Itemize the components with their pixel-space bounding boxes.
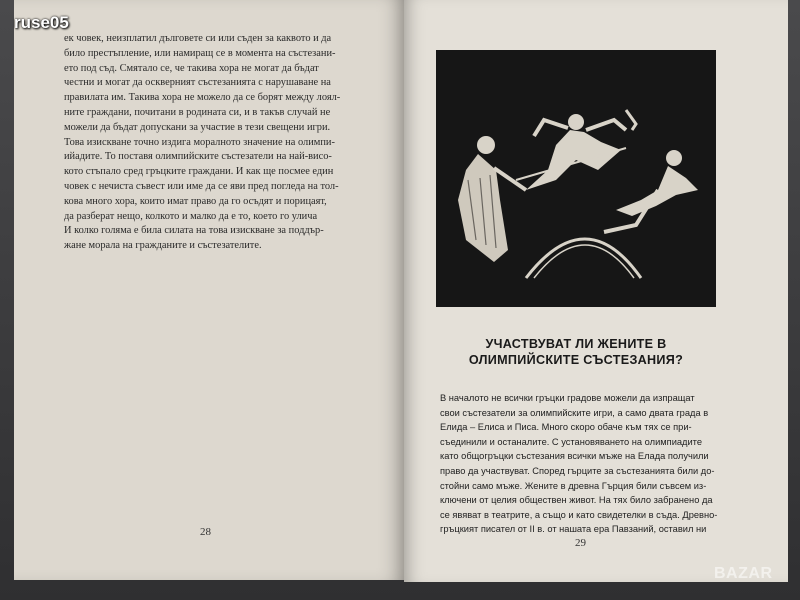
text-line: ключени от целия обществен живот. На тях било забранено да [440,495,713,506]
text-line: било престъпление, или намиращ се в момента на състезани- [64,47,336,59]
left-page-text [64,32,374,254]
text-line: свои състезатели за олимпийските игри, а само двата града в [440,407,709,418]
text-line: като общогръцки състезания всички мъже на Елада получили [440,451,709,462]
text-line: честни и могат да оскверният състезанията с нарушаване на [64,77,331,89]
text-line: да разберат нещо, колкото и малко да е то, което го улича [64,210,318,222]
text-line: В началото не всички гръцки градове можели да изпращат [440,393,695,403]
text-line: ните граждани, почитани в родината си, и в такъв случай не [64,106,331,118]
text-line: Елида – Елиса и Писа. Много скоро обаче към тях се при- [440,422,692,433]
right-page-text [440,391,740,537]
text-line: правилата им. Такива хора не можело да се борят между лоял- [64,92,341,104]
text-line: ек човек, неизплатил дълговете си или съден за каквото и да [64,33,332,44]
text-line: кото стъпало сред гръцките граждани. И как ще посмее един [64,166,334,178]
watermark-logo: BAZAR [714,565,773,582]
text-line: жане морала на гражданите и състезателите. [64,240,262,252]
text-line: можели да бъдат допускани за участие в тези свещени игри. [64,121,331,133]
watermark-seller: ruse05 [14,13,69,32]
page-number-right: 29 [575,537,586,549]
text-line: право да участвуват. Според гърците за състезанията били до- [440,465,715,476]
page-number-left: 28 [200,526,211,538]
text-line: съединили и останалите. С установяването на олимпиадите [440,436,703,447]
text-line: стойни само мъже. Жените в древна Гърция били съвсем из- [440,480,707,491]
text-line: човек с нечиста съвест или име да се яви пред погледа на тол- [64,180,339,192]
heading-line: ОЛИМПИЙСКИТЕ СЪСТЕЗАНИЯ? [468,352,684,367]
text-line: ийадите. То поставя олимпийските състезатели на най-висо- [64,151,332,163]
text-line: кова много хора, които имат право да го осъдят и порицаят, [64,195,327,207]
section-heading [436,337,716,368]
heading-line: УЧАСТВУВАТ ЛИ ЖЕНИТЕ В [485,337,667,351]
text-line: И колко голяма е била силата на това изискване за поддър- [64,225,324,237]
text-line: гръцкият писател от II в. от нашата ера Павзаний, оставил ни [440,524,707,535]
greek-vase-illustration [436,50,716,307]
text-line: Това изискване точно издига моралното значение на олимпи- [64,136,335,148]
athletes-figure-image [436,50,716,307]
text-line: се явяват в театрите, а също и като свидетелки в съда. Древно- [440,509,718,520]
text-line: ето под съд. Смятало се, че такива хора не могат да бъдат [64,62,319,74]
